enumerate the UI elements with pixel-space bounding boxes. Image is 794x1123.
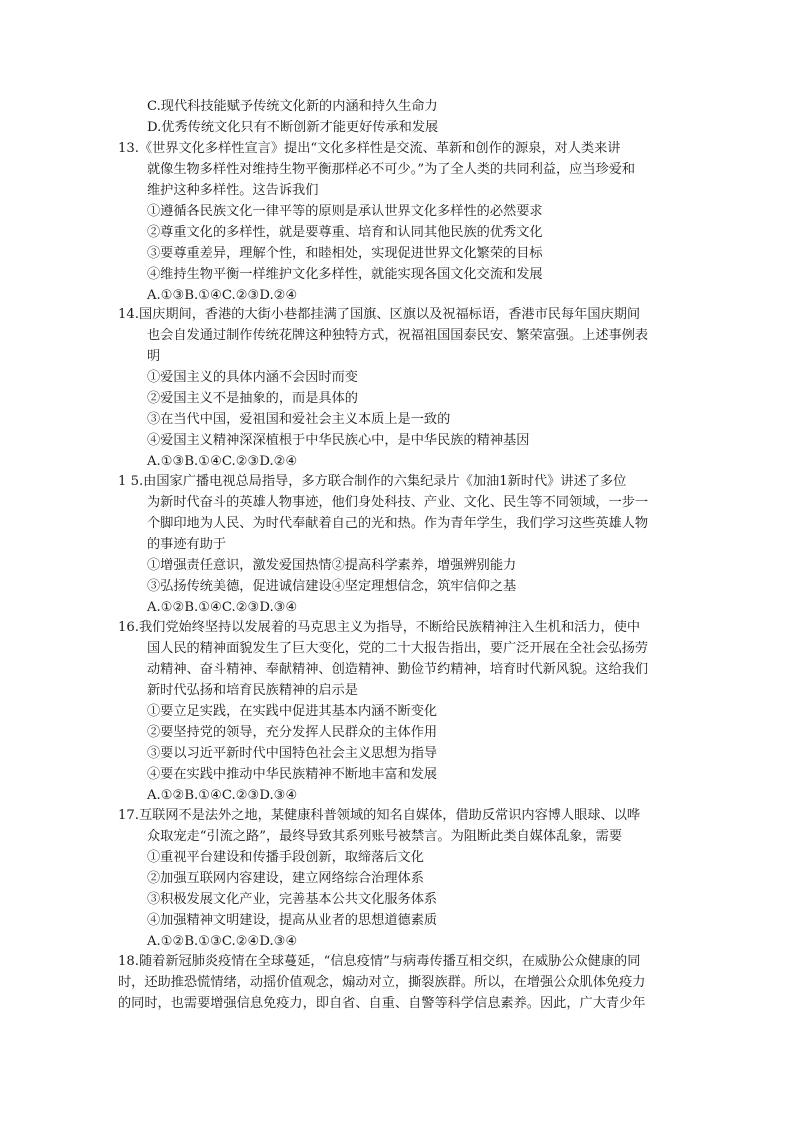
q18-line-2: 时，还助推恐慌情绪，动摇价值观念，煽动对立，撕裂族群。所以，在增强公众肌体免疫力: [118, 975, 646, 990]
q18-line-1: 18.随着新冠肺炎疫情在全球蔓延，“信息疫情”与病毒传播互相交织，在威胁公众健康的同: [118, 954, 641, 969]
q15-items-line-1: ①增强责任意识，激发爱国热情②提高科学素养，增强辨别能力: [147, 558, 517, 573]
q16-item-4: ④要在实践中推动中华民族精神不断地丰富和发展: [147, 767, 438, 782]
q15-answer-options: A.①②B.①④C.②③D.③④: [147, 600, 298, 615]
q13-answer-options: A.①③B.①④C.②③D.②④: [147, 288, 298, 303]
q16-answer-options: A.①②B.①④C.②③D.③④: [147, 788, 298, 803]
q14-stem-line-3: 明: [147, 349, 161, 364]
q16-stem-line-2: 国人民的精神面貌发生了巨大变化，党的二十大报告指出，要广泛开展在全社会弘扬劳: [147, 641, 649, 656]
q15-stem-line-2: 为新时代奋斗的英雄人物事迹，他们身处科技、产业、文化、民生等不同领域，一步一: [147, 495, 649, 510]
q12-option-d: D.优秀传统文化只有不断创新才能更好传承和发展: [147, 120, 439, 135]
q14-stem-line-2: 也会自发通过制作传统花牌这种独特方式，祝福祖国国泰民安、繁荣富强。上述事例表: [147, 328, 649, 343]
q14-item-1: ①爱国主义的具体内涵不会因时而变: [147, 370, 358, 385]
q14-item-3: ③在当代中国，爱祖国和爱社会主义本质上是一致的: [147, 412, 451, 427]
q14-stem-line-1: 14.国庆期间，香港的大街小巷都挂满了国旗、区旗以及祝福标语，香港市民每年国庆期间: [118, 307, 641, 322]
q13-item-3: ③要尊重差异，理解个性，和睦相处，实现促进世界文化繁荣的目标: [147, 246, 543, 261]
q13-stem-line-2: 就像生物多样性对维持生物平衡那样必不可少。”为了全人类的共同利益，应当珍爱和: [147, 162, 636, 177]
q17-item-1: ①重视平台建设和传播手段创新，取缔落后文化: [147, 850, 424, 865]
q17-item-4: ④加强精神文明建设，提高从业者的思想道德素质: [147, 913, 438, 928]
q12-option-c: C.现代科技能赋予传统文化新的内涵和持久生命力: [147, 99, 438, 114]
q17-item-3: ③积极发展文化产业，完善基本公共文化服务体系: [147, 892, 438, 907]
q17-stem-line-2: 众取宠走“引流之路”，最终导致其系列账号被禁言。为阻断此类自媒体乱象，需要: [147, 829, 623, 844]
q16-stem-line-3: 动精神、奋斗精神、奉献精神、创造精神、勤俭节约精神，培育时代新风貌。这给我们: [147, 662, 649, 677]
q13-item-4: ④维持生物平衡一样维护文化多样性，就能实现各国文化交流和发展: [147, 267, 543, 282]
q13-item-2: ②尊重文化的多样性，就是要尊重、培育和认同其他民族的优秀文化: [147, 225, 543, 240]
q16-stem-line-1: 16.我们党始终坚持以发展着的马克思主义为指导，不断给民族精神注入生机和活力，使中: [118, 620, 641, 635]
q15-items-line-2: ③弘扬传统美德，促进诚信建设④坚定理想信念，筑牢信仰之基: [147, 579, 517, 594]
q16-stem-line-4: 新时代弘扬和培育民族精神的启示是: [147, 683, 358, 698]
q16-item-3: ③要以习近平新时代中国特色社会主义思想为指导: [147, 746, 438, 761]
q18-line-3: 的同时，也需要增强信息免疫力，即自省、自重、自警等科学信息素养。因此，广大青少年: [118, 996, 646, 1011]
q17-item-2: ②加强互联网内容建设，建立网络综合治理体系: [147, 871, 424, 886]
q13-stem-line-1: 13.《世界文化多样性宣言》提出“文化多样性是交流、革新和创作的源泉，对人类来讲: [118, 141, 621, 156]
q15-stem-line-4: 的事迹有助于: [147, 537, 227, 552]
q15-stem-line-3: 个脚印地为人民、为时代奉献着自己的光和热。作为青年学生，我们学习这些英雄人物: [147, 516, 649, 531]
q13-item-1: ①遵循各民族文化一律平等的原则是承认世界文化多样性的必然要求: [147, 204, 543, 219]
q17-stem-line-1: 17.互联网不是法外之地，某健康科普领域的知名自媒体，借助反常识内容博人眼球、以哗: [118, 808, 641, 823]
q14-answer-options: A.①③B.①④C.②③D.②④: [147, 454, 298, 469]
q13-stem-line-3: 维护这种多样性。这告诉我们: [147, 183, 319, 198]
q15-stem-line-1: 1 5.由国家广播电视总局指导，多方联合制作的六集纪录片《加油1新时代》讲述了多位: [118, 474, 627, 489]
q16-item-2: ②要坚持党的领导，充分发挥人民群众的主体作用: [147, 725, 438, 740]
q14-item-4: ④爱国主义精神深深植根于中华民族心中，是中华民族的精神基因: [147, 433, 530, 448]
q17-answer-options: A.①②B.①③C.②④D.③④: [147, 934, 298, 949]
q14-item-2: ②爱国主义不是抽象的，而是具体的: [147, 391, 358, 406]
q16-item-1: ①要立足实践，在实践中促进其基本内涵不断变化: [147, 704, 438, 719]
